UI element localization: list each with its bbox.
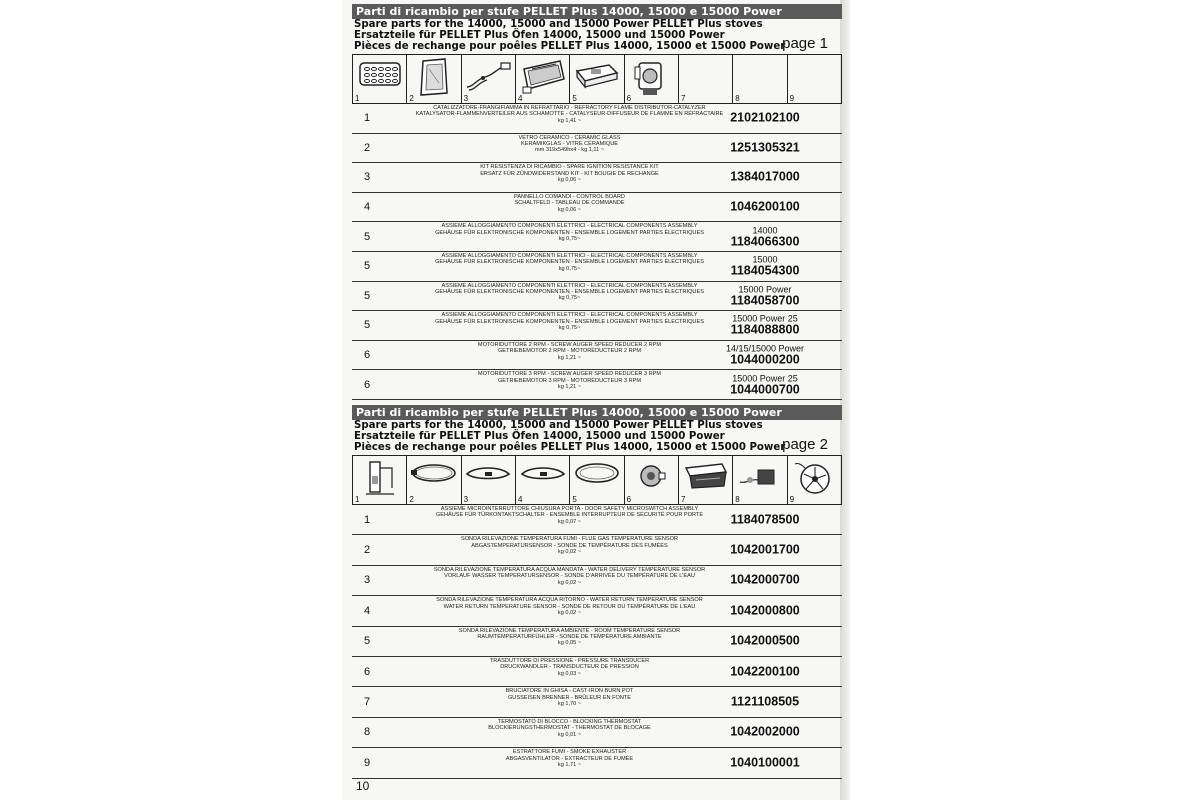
- part-code: 1046200100: [730, 199, 800, 214]
- thumb-number: 7: [680, 495, 686, 504]
- description-line: WATER RETURN TEMPERATURE SENSOR - SONDE DE RETOUR DU TEMPÉRATURE DE L'EAU: [443, 603, 696, 610]
- description-line: GEHÄUSE FÜR ELEKTRONISCHE KOMPONENTEN - ENSEMBLE LOGEMENT PARTIES ÉLECTRIQUES: [435, 259, 704, 266]
- item-description: [392, 567, 747, 586]
- description-line: mm 319x549hx4 - kg 1,11 ~: [534, 147, 605, 154]
- item-number: 8: [364, 726, 371, 739]
- thumb-number: 1: [355, 495, 360, 504]
- water-delivery-sensor-icon: [463, 458, 513, 488]
- part-code: 1042002000: [730, 724, 800, 739]
- item-number: 5: [364, 260, 371, 273]
- parts-row: [352, 370, 842, 400]
- thumb-3: [461, 456, 515, 504]
- description-line: kg 0,75~: [558, 236, 581, 243]
- parts-row: [352, 748, 842, 778]
- item-number: 6: [364, 349, 371, 362]
- item-description: [392, 688, 747, 707]
- parts-row: [352, 282, 842, 312]
- description-line: GEHÄUSE FÜR TÜRKONTAKTSCHALTER - ENSEMBLE INTERRUPTEUR DE SÉCURITÉ POUR PORTE: [435, 512, 704, 519]
- description-line: kg 0,02 ~: [557, 549, 582, 556]
- pressure-transducer-icon: [633, 458, 669, 494]
- catalyzer-icon: [357, 57, 403, 91]
- control-board-icon: [518, 57, 568, 97]
- part-code: 1384017000: [730, 169, 800, 184]
- description-line: SCHALTFELD - TABLEAU DE COMMANDE: [514, 200, 625, 207]
- thumb-number: 8: [735, 495, 740, 504]
- description-line: kg 0,06 ~: [557, 206, 582, 213]
- subtitle-fr: Pièces de rechange pour poêles PELLET Plus 14000, 15000 et 15000 Power: [354, 41, 786, 52]
- item-description: [392, 312, 747, 331]
- part-code-cell: [710, 225, 820, 248]
- description-line: VORLAUF WASSER TEMPERATURSENSOR - SONDE D'ARRIVÉE DU TEMPÉRATURE DE L'EAU: [444, 573, 695, 580]
- description-line: ESTRATTORE FUMI - SMOKE EXHAUSTER: [512, 749, 627, 756]
- thumb-4: [515, 456, 569, 504]
- description-line: kg 1,21 ~: [557, 384, 582, 391]
- thumb-9: [787, 55, 841, 103]
- part-code: 1184088800: [730, 322, 800, 337]
- item-number: 1: [364, 112, 371, 125]
- parts-row: [352, 535, 842, 565]
- thumb-8: [732, 55, 786, 103]
- description-line: PANNELLO COMANDI - CONTROL BOARD: [514, 193, 625, 200]
- item-description: [392, 597, 747, 616]
- thumb-number: 6: [626, 94, 632, 103]
- description-line: kg 1,70 ~: [557, 701, 582, 708]
- parts-list: [352, 104, 842, 400]
- item-number: 5: [364, 319, 371, 332]
- description-line: BRUCIATORE IN GHISA - CAST-IRON BURN POT: [505, 688, 634, 695]
- smoke-exhauster-icon: [793, 458, 835, 498]
- parts-row: [352, 134, 842, 164]
- model-label: 14/15/15000 Power: [725, 343, 805, 354]
- item-number: 5: [364, 230, 371, 243]
- subtitle-en: Spare parts for the 14000, 15000 and 15000 Power PELLET Plus stoves: [354, 420, 763, 431]
- parts-row: [352, 627, 842, 657]
- item-description: [392, 194, 747, 213]
- part-code: 1251305321: [730, 140, 800, 155]
- part-code-cell: [710, 574, 820, 587]
- page-label: page 2: [782, 436, 828, 453]
- part-code-cell: [710, 314, 820, 337]
- part-code-cell: [710, 201, 820, 214]
- item-number: 5: [364, 289, 371, 302]
- thumb-number: 8: [735, 94, 740, 103]
- burn-pot-icon: [682, 458, 730, 492]
- subtitle-en: Spare parts for the 14000, 15000 and 15000 Power PELLET Plus stoves: [354, 19, 763, 30]
- thumb-number: 2: [409, 495, 414, 504]
- item-number: 9: [364, 756, 371, 769]
- door-microswitch-icon: [360, 458, 400, 498]
- page-number: 10: [356, 779, 370, 793]
- description-line: kg 0,01 ~: [557, 731, 582, 738]
- blocking-thermostat-icon: [736, 458, 784, 492]
- spare-parts-page-1: [352, 4, 842, 400]
- description-line: GEHÄUSE FÜR ELEKTRONISCHE KOMPONENTEN - ENSEMBLE LOGEMENT PARTIES ÉLECTRIQUES: [435, 229, 704, 236]
- thumb-number: 9: [789, 495, 795, 504]
- item-number: 3: [364, 171, 371, 184]
- description-line: kg 1,71 ~: [557, 761, 582, 768]
- description-line: kg 0,75~: [558, 295, 581, 302]
- part-code: 1184078500: [730, 512, 800, 527]
- part-code-cell: [710, 665, 820, 678]
- description-line: GETRIEBEMOTOR 3 RPM - MOTORÉDUCTEUR 3 RPM: [497, 377, 642, 384]
- part-code: 1042001700: [730, 542, 800, 557]
- parts-row: [352, 163, 842, 193]
- parts-row: [352, 596, 842, 626]
- model-label: 15000: [752, 254, 778, 265]
- description-line: ASSIEME ALLOGGIAMENTO COMPONENTI ELETTRICI - ELECTRICAL COMPONENTS ASSEMBLY: [441, 223, 698, 230]
- description-line: SONDA RILEVAZIONE TEMPERATURA AMBIENTE - ROOM TEMPERATURE SENSOR: [458, 627, 681, 634]
- item-description: [392, 105, 747, 124]
- subtitle-de: Ersatzteile für PELLET Plus Öfen 14000, 15000 und 15000 Power: [354, 431, 725, 442]
- parts-row: [352, 505, 842, 535]
- part-code-cell: [710, 255, 820, 278]
- part-code: 1044000700: [730, 382, 800, 397]
- description-line: KERAMIKGLAS - VITRE CÉRAMIQUE: [521, 141, 618, 147]
- thumb-2: [406, 456, 460, 504]
- part-code-cell: [710, 756, 820, 769]
- description-line: TRASDUTTORE DI PRESSIONE - PRESSURE TRANSDUCER: [489, 657, 650, 664]
- parts-row: [352, 687, 842, 717]
- item-description: [392, 135, 747, 154]
- description-line: kg 1,21 ~: [557, 354, 582, 361]
- item-description: [392, 371, 747, 390]
- description-line: BLOCKIERUNGSTHERMOSTAT - THERMOSTAT DE BLOCAGE: [488, 725, 651, 732]
- description-line: ASSIEME ALLOGGIAMENTO COMPONENTI ELETTRICI - ELECTRICAL COMPONENTS ASSEMBLY: [441, 312, 698, 319]
- part-code-cell: [710, 635, 820, 648]
- part-code: 1184058700: [730, 293, 800, 308]
- item-number: 6: [364, 665, 371, 678]
- item-number: 3: [364, 574, 371, 587]
- description-line: kg 0,05 ~: [557, 640, 582, 647]
- thumb-1: [352, 55, 406, 103]
- item-description: [392, 223, 747, 242]
- description-line: MOTORIDUTTORE 2 RPM - SCREW AUGER SPEED REDUCER 2 RPM: [477, 341, 662, 348]
- parts-row: [352, 193, 842, 223]
- description-line: CATALIZZATORE-FRANGIFIAMMA IN REFRATTARIO - REFRACTORY FLAME DISTRIBUTOR-CATALYZER: [433, 105, 706, 111]
- subtitle-block: [352, 19, 842, 52]
- description-line: SONDA RILEVAZIONE TEMPERATURA ACQUA MANDATA - WATER DELIVERY TEMPERATURE SENSOR: [433, 566, 706, 573]
- subtitle-fr: Pièces de rechange pour poêles PELLET Plus 14000, 15000 et 15000 Power: [354, 442, 786, 453]
- parts-row: [352, 222, 842, 252]
- item-number: 2: [364, 544, 371, 557]
- item-description: [392, 719, 747, 738]
- electrical-components-assembly-icon: [573, 57, 621, 93]
- description-line: KIT RESISTENZA DI RICAMBIO - SPARE IGNITION RESISTANCE KIT: [480, 164, 659, 171]
- thumb-6: [624, 456, 678, 504]
- description-line: RAUMTEMPERATURFÜHLER - SONDE DE TEMPÉRATURE AMBIANTE: [477, 633, 662, 640]
- description-line: VETRO CERAMICO - CERAMIC GLASS: [518, 134, 621, 141]
- parts-row: [352, 341, 842, 371]
- description-line: MOTORIDUTTORE 3 RPM - SCREW AUGER SPEED REDUCER 3 RPM: [477, 371, 662, 378]
- part-code-cell: [710, 373, 820, 396]
- model-label: 15000 Power: [738, 284, 792, 295]
- part-code: 1184054300: [730, 263, 800, 278]
- description-line: GUSSEISEN BRENNER - BRÛLEUR EN FONTE: [507, 694, 632, 701]
- thumb-number: 9: [789, 94, 795, 103]
- parts-thumbnail-strip: [352, 54, 842, 104]
- item-description: [392, 253, 747, 272]
- thumb-number: 3: [463, 94, 469, 103]
- part-code: 1040100001: [730, 755, 800, 770]
- parts-list: [352, 505, 842, 779]
- description-line: kg 0,02 ~: [557, 579, 582, 586]
- room-temperature-sensor-icon: [572, 458, 622, 488]
- screw-auger-speed-reducer-icon: [631, 57, 671, 99]
- description-line: GEHÄUSE FÜR ELEKTRONISCHE KOMPONENTEN - ENSEMBLE LOGEMENT PARTIES ÉLECTRIQUES: [435, 288, 704, 295]
- item-description: [392, 506, 747, 525]
- description-line: ASSIEME ALLOGGIAMENTO COMPONENTI ELETTRICI - ELECTRICAL COMPONENTS ASSEMBLY: [441, 252, 698, 259]
- model-label: 14000: [752, 225, 778, 236]
- part-code-cell: [710, 171, 820, 184]
- thumb-number: 4: [517, 495, 523, 504]
- description-line: kg 0,07 ~: [557, 518, 582, 525]
- page-title-bar: Parti di ricambio per stufe PELLET Plus 14000, 15000 e 15000 Power: [352, 405, 842, 420]
- ceramic-glass-icon: [417, 57, 451, 97]
- description-line: ABGASTEMPERATURSENSOR - SONDE DE TEMPÉRATURE DES FUMÉES: [471, 542, 668, 549]
- parts-row: [352, 657, 842, 687]
- part-code: 2102102100: [730, 110, 800, 125]
- item-description: [392, 283, 747, 302]
- item-number: 7: [364, 696, 371, 709]
- description-line: ERSATZ FÜR ZÜNDWIDERSTAND KIT - KIT BOUGIE DE RECHANGE: [480, 170, 659, 177]
- description-line: KATALYSATOR-FLAMMENVERTEILER AUS SCHAMOTTE - CATALYSEUR-DIFFUSEUR DE FLAMME EN RÉFRACTAIRE: [415, 111, 724, 118]
- description-line: GETRIEBEMOTOR 2 RPM - MOTORÉDUCTEUR 2 RPM: [497, 348, 642, 355]
- part-code: 1042000700: [730, 572, 800, 587]
- parts-thumbnail-strip: [352, 455, 842, 505]
- thumb-number: 1: [355, 94, 360, 103]
- description-line: kg 0,03 ~: [557, 670, 582, 677]
- subtitle-de: Ersatzteile für PELLET Plus Öfen 14000, 15000 und 15000 Power: [354, 30, 725, 41]
- thumb-number: 7: [680, 94, 686, 103]
- thumb-number: 5: [572, 94, 577, 103]
- thumb-7: [678, 55, 732, 103]
- thumb-3: [461, 55, 515, 103]
- thumb-8: [732, 456, 786, 504]
- item-description: [392, 164, 747, 183]
- thumb-4: [515, 55, 569, 103]
- description-line: SONDA RILEVAZIONE TEMPERATURA FUMI - FLUE GAS TEMPERATURE SENSOR: [460, 536, 679, 543]
- flue-gas-sensor-icon: [409, 458, 459, 488]
- thumb-2: [406, 55, 460, 103]
- thumb-6: [624, 55, 678, 103]
- part-code-cell: [710, 604, 820, 617]
- item-description: [392, 749, 747, 768]
- item-number: 1: [364, 513, 371, 526]
- item-description: [392, 536, 747, 555]
- parts-row: [352, 311, 842, 341]
- subtitle-block: [352, 420, 842, 453]
- part-code: 1042200100: [730, 664, 800, 679]
- thumb-number: 5: [572, 495, 577, 504]
- water-return-sensor-icon: [518, 458, 568, 488]
- parts-row: [352, 718, 842, 748]
- description-line: GEHÄUSE FÜR ELEKTRONISCHE KOMPONENTEN - ENSEMBLE LOGEMENT PARTIES ÉLECTRIQUES: [435, 318, 704, 325]
- part-code-cell: [710, 112, 820, 125]
- description-line: kg 0,02 ~: [557, 609, 582, 616]
- item-number: 4: [364, 201, 371, 214]
- item-description: [392, 342, 747, 361]
- part-code-cell: [710, 544, 820, 557]
- parts-row: [352, 252, 842, 282]
- part-code: 1042000500: [730, 633, 800, 648]
- part-code-cell: [710, 141, 820, 154]
- parts-row: [352, 566, 842, 596]
- model-label: 15000 Power 25: [732, 313, 798, 324]
- thumb-number: 4: [517, 94, 523, 103]
- part-code: 1184066300: [730, 234, 800, 249]
- part-code-cell: [710, 513, 820, 526]
- thumb-number: 3: [463, 495, 469, 504]
- part-code-cell: [710, 344, 820, 367]
- part-code-cell: [710, 726, 820, 739]
- description-line: kg 0,06 ~: [557, 177, 582, 183]
- item-description: [392, 658, 747, 677]
- part-code: 1121108505: [730, 694, 800, 709]
- description-line: DRUCKWANDLER - TRANSDUCTEUR DE PRESSION: [500, 664, 639, 671]
- thumb-7: [678, 456, 732, 504]
- description-line: kg 0,75~: [558, 265, 581, 272]
- description-line: ABGASVENTILATOR - EXTRACTEUR DE FUMÉE: [505, 755, 634, 762]
- description-line: TERMOSTATO DI BLOCCO - BLOCKING THERMOSTAT: [497, 718, 642, 725]
- item-description: [392, 628, 747, 647]
- thumb-1: [352, 456, 406, 504]
- description-line: ASSIEME MICROINTERRUTTORE CHIUSURA PORTA - DOOR SAFETY MICROSWITCH ASSEMBLY: [440, 506, 699, 512]
- parts-row: [352, 104, 842, 134]
- thumb-number: 2: [409, 94, 414, 103]
- item-number: 2: [364, 141, 371, 154]
- description-line: kg 1,41 ~: [557, 117, 582, 124]
- thumb-5: [569, 55, 623, 103]
- page-title-bar: Parti di ricambio per stufe PELLET Plus 14000, 15000 e 15000 Power: [352, 4, 842, 19]
- part-code: 1044000200: [730, 352, 800, 367]
- description-line: SONDA RILEVAZIONE TEMPERATURA ACQUA RITORNO - WATER RETURN TEMPERATURE SENSOR: [436, 597, 703, 604]
- thumb-9: [787, 456, 841, 504]
- part-code-cell: [710, 284, 820, 307]
- page-label: page 1: [782, 35, 828, 52]
- ignition-resistance-icon: [463, 57, 513, 93]
- description-line: ASSIEME ALLOGGIAMENTO COMPONENTI ELETTRICI - ELECTRICAL COMPONENTS ASSEMBLY: [441, 282, 698, 289]
- description-line: kg 0,75~: [558, 324, 581, 331]
- item-number: 5: [364, 635, 371, 648]
- part-code-cell: [710, 696, 820, 709]
- item-number: 4: [364, 604, 371, 617]
- thumb-5: [569, 456, 623, 504]
- model-label: 15000 Power 25: [732, 373, 798, 384]
- spare-parts-page-2: [352, 405, 842, 779]
- part-code: 1042000800: [730, 603, 800, 618]
- item-number: 6: [364, 378, 371, 391]
- thumb-number: 6: [626, 495, 632, 504]
